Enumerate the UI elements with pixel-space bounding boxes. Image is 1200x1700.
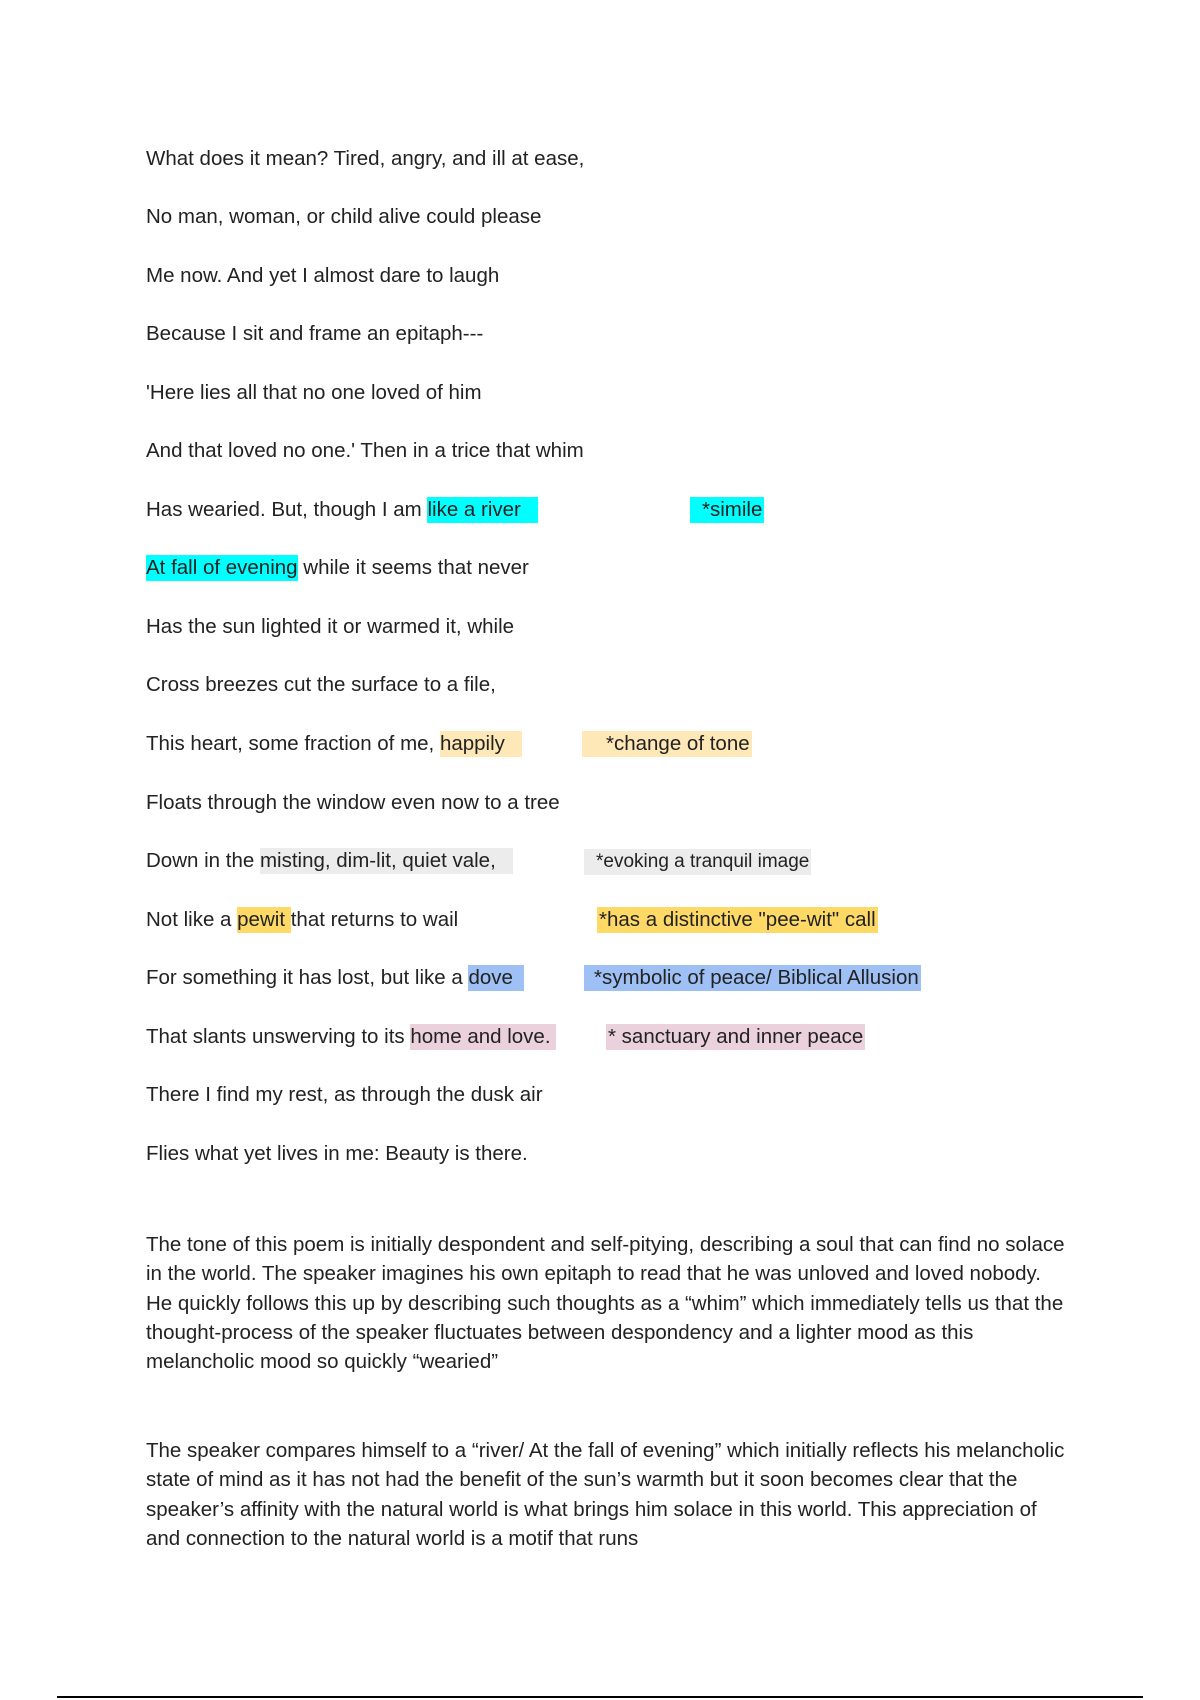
poem-line [146, 731, 522, 757]
poem-line [146, 907, 458, 933]
poem-line [146, 848, 513, 874]
highlighted-phrase: like a river [427, 498, 538, 521]
poem-text: There I find my rest, as through the dusk air [146, 1083, 543, 1106]
annotation-sanctuary: * sanctuary and inner peace [608, 1025, 864, 1048]
poem-text: 'Here lies all that no one loved of him [146, 381, 482, 404]
annotation-pewit: *has a distinctive "pee-wit" call [599, 908, 876, 931]
poem-line [146, 321, 483, 347]
poem-text: that returns to wail [290, 908, 459, 931]
poem-line [146, 790, 560, 816]
highlighted-phrase: At fall of evening [146, 556, 298, 579]
highlighted-phrase: misting, dim-lit, quiet vale, [259, 849, 513, 872]
poem-text: Not like a [146, 908, 238, 931]
poem-text: What does it mean? Tired, angry, and ill at ease, [146, 147, 585, 170]
annotation-tranquil: *evoking a tranquil image [584, 849, 811, 875]
poem-line [146, 672, 496, 698]
poem-line [146, 1024, 556, 1050]
annotation-tone: *change of tone [582, 731, 752, 757]
poem-text: That slants unswerving to its [146, 1025, 411, 1048]
analysis-paragraph: The speaker compares himself to a “river/ At the fall of evening” which initially reflects his melancholic state of mind as it has not had the benefit of the sun’s warmth but it soon becomes clear that the speaker’s affinity with the natural world is what brings him solace in this world. This appreciation of and connection to the natural world is a motif that runs [146, 1439, 1065, 1550]
poem-line [146, 965, 524, 991]
annotation-simile: *simile [690, 497, 764, 523]
poem-text: Has wearied. But, though I am [146, 498, 428, 521]
poem-text: And that loved no one.' Then in a trice that whim [146, 439, 584, 462]
poem-text: Has the sun lighted it or warmed it, while [146, 615, 515, 638]
poem-text: Flies what yet lives in me: Beauty is there. [146, 1142, 528, 1165]
poem-text: Cross breezes cut the surface to a file, [146, 673, 496, 696]
poem-line [146, 204, 541, 230]
poem-line [146, 263, 499, 289]
poem-line [146, 146, 584, 172]
poem-line [146, 380, 482, 406]
poem-text: Down in the [146, 849, 260, 872]
poem-text: For something it has lost, but like a [146, 966, 469, 989]
poem-text: Floats through the window even now to a tree [146, 791, 560, 814]
poem-line [146, 614, 514, 640]
page-bottom-rule [57, 1696, 1143, 1698]
poem-text: This heart, some fraction of me, [146, 732, 440, 755]
annotation-dove: *symbolic of peace/ Biblical Allusion [584, 965, 921, 991]
poem-text: Because I sit and frame an epitaph--- [146, 322, 484, 345]
poem-line [146, 438, 584, 464]
poem-line [146, 555, 529, 581]
highlighted-phrase: dove [468, 966, 525, 989]
poem-text: No man, woman, or child alive could please [146, 205, 542, 228]
poem-line [146, 1141, 528, 1167]
highlighted-phrase: home and love. [410, 1025, 557, 1048]
poem-line [146, 1082, 543, 1108]
poem-line [146, 497, 538, 523]
highlighted-phrase: pewit [237, 908, 291, 931]
analysis-paragraph: The tone of this poem is initially despondent and self-pitying, describing a soul that can find no solace in the world. The speaker imagines his own epitaph to read that he was unloved and loved nobody. He quickly follows this up by describing such thoughts as a “whim” which immediately tells us that the thought-process of the speaker fluctuates between despondency and a lighter mood as this melancholic mood so quickly “wearied” [146, 1233, 1065, 1374]
highlighted-phrase: happily [439, 732, 523, 755]
poem-text: Me now. And yet I almost dare to laugh [146, 264, 500, 287]
poem-text: while it seems that never [297, 556, 529, 579]
